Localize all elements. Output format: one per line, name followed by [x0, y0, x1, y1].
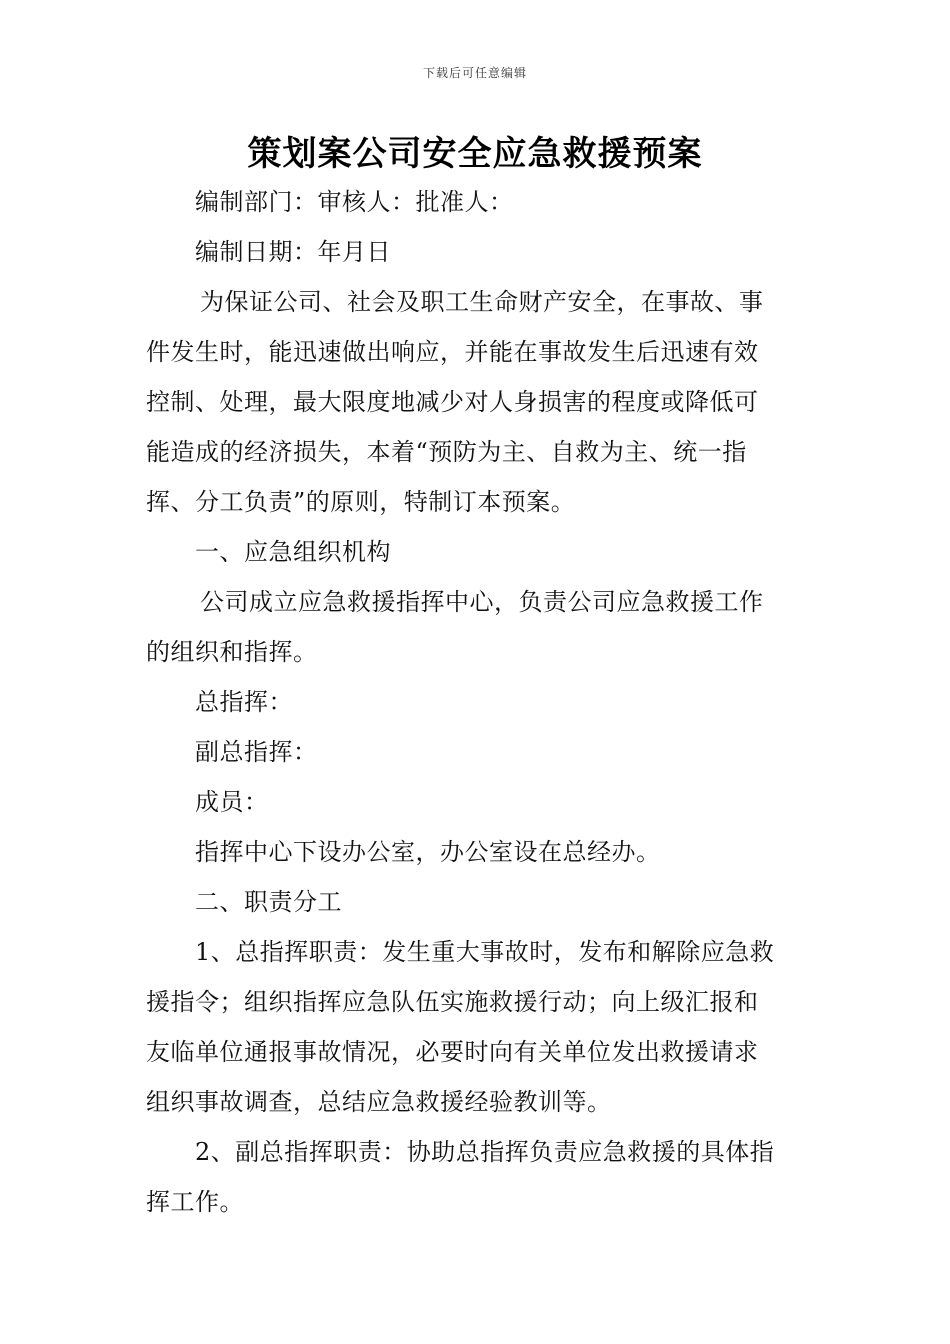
intro-paragraph-line: 能造成的经济损失，本着“预防为主、自救为主、统一指	[146, 438, 747, 466]
intro-paragraph-line: 为保证公司、社会及职工生命财产安全，在事故、事	[200, 288, 764, 316]
duty-1-line: 援指令；组织指挥应急队伍实施救援行动；向上级汇报和	[146, 988, 759, 1016]
organization-paragraph-line: 公司成立应急救援指挥中心，负责公司应急救援工作	[200, 588, 764, 616]
intro-paragraph-line: 控制、处理，最大限度地减少对人身损害的程度或降低可	[146, 388, 759, 416]
office-line: 指挥中心下设办公室，办公室设在总经办。	[195, 838, 661, 866]
members-label: 成员：	[195, 788, 269, 816]
document-title: 策划案公司安全应急救援预案	[247, 134, 703, 174]
commander-label: 总指挥：	[195, 688, 293, 716]
duty-1-line: 组织事故调查，总结应急救援经验教训等。	[146, 1088, 612, 1116]
duty-2-line: 2、副总指挥职责：协助总指挥负责应急救援的具体指	[195, 1138, 775, 1166]
section-heading-duties: 二、职责分工	[195, 888, 342, 916]
document-body	[146, 177, 806, 1227]
header-note: 下载后可任意编辑	[422, 66, 527, 80]
prepared-by-line: 编制部门：审核人：批准人：	[195, 188, 514, 216]
organization-paragraph-line: 的组织和指挥。	[146, 638, 318, 666]
section-heading-organization: 一、应急组织机构	[195, 538, 391, 566]
duty-1-line: 友临单位通报事故情况，必要时向有关单位发出救援请求	[146, 1038, 759, 1066]
prepared-date-line: 编制日期：年月日	[195, 238, 391, 266]
intro-paragraph-line: 挥、分工负责”的原则，特制订本预案。	[146, 488, 576, 516]
intro-paragraph-line: 件发生时，能迅速做出响应，并能在事故发生后迅速有效	[146, 338, 759, 366]
deputy-commander-label: 副总指挥：	[195, 738, 318, 766]
duty-1-line: 1、总指挥职责：发生重大事故时，发布和解除应急救	[195, 938, 775, 966]
duty-2-line: 挥工作。	[146, 1188, 244, 1216]
